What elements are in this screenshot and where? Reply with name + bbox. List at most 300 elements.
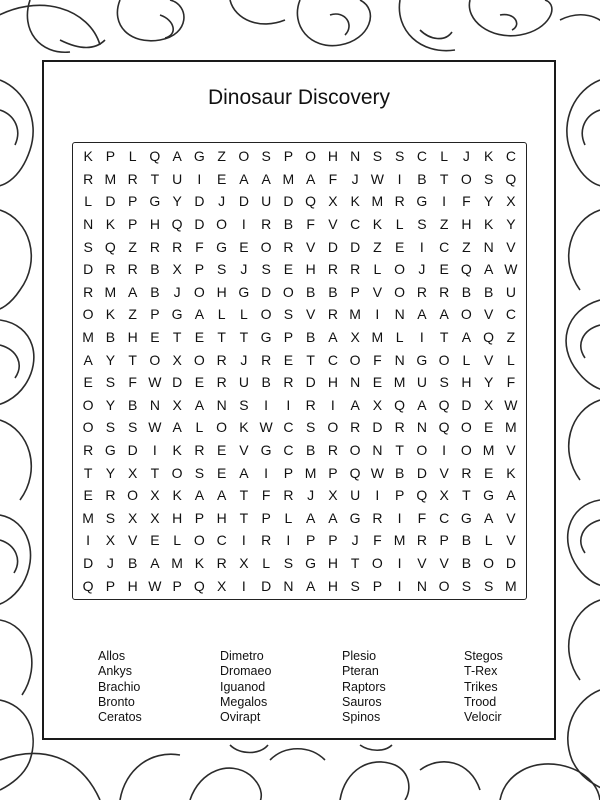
grid-letter[interactable]: H [327,148,338,165]
grid-letter[interactable]: P [394,487,405,504]
grid-letter[interactable]: D [83,555,94,572]
grid-letter[interactable]: P [439,532,449,549]
grid-letter[interactable]: I [419,238,424,255]
grid-letter[interactable]: B [461,555,472,572]
grid-letter[interactable]: K [83,148,93,165]
grid-letter[interactable]: F [462,193,471,210]
grid-letter[interactable]: C [327,351,338,368]
grid-letter[interactable]: T [83,464,93,481]
grid-letter[interactable]: D [261,577,272,594]
grid-letter[interactable]: P [305,532,316,549]
grid-letter[interactable]: X [328,487,338,504]
grid-letter[interactable]: L [284,509,293,526]
grid-letter[interactable]: R [216,374,227,391]
grid-letter[interactable]: K [483,148,494,165]
grid-letter[interactable]: H [127,577,138,594]
grid-letter[interactable]: K [483,216,494,233]
grid-letter[interactable]: O [82,396,94,413]
grid-letter[interactable]: O [416,442,428,459]
grid-letter[interactable]: Z [128,306,137,323]
grid-letter[interactable]: M [304,464,317,481]
grid-letter[interactable]: Y [506,216,516,233]
grid-letter[interactable]: G [416,193,428,210]
grid-letter[interactable]: J [351,532,359,549]
grid-letter[interactable]: V [417,555,427,572]
grid-letter[interactable]: M [505,419,517,436]
grid-letter[interactable]: Q [505,170,517,187]
grid-letter[interactable]: X [216,577,227,594]
grid-letter[interactable]: R [372,509,383,526]
grid-letter[interactable]: E [394,238,405,255]
grid-letter[interactable]: D [416,464,427,481]
grid-letter[interactable]: T [306,351,315,368]
grid-letter[interactable]: G [483,487,495,504]
grid-letter[interactable]: J [218,193,226,210]
grid-letter[interactable]: I [419,329,424,346]
grid-letter[interactable]: L [195,419,204,436]
grid-letter[interactable]: S [305,419,316,436]
grid-letter[interactable]: N [416,577,427,594]
grid-letter[interactable]: C [505,306,516,323]
grid-letter[interactable]: C [283,442,294,459]
grid-letter[interactable]: D [350,238,361,255]
grid-letter[interactable]: L [462,351,471,368]
grid-letter[interactable]: L [506,351,515,368]
grid-letter[interactable]: A [483,509,494,526]
grid-letter[interactable]: A [239,170,249,187]
grid-letter[interactable]: D [261,283,272,300]
grid-letter[interactable]: T [128,351,137,368]
grid-letter[interactable]: X [350,329,360,346]
grid-letter[interactable]: A [194,487,205,504]
grid-letter[interactable]: R [83,442,94,459]
grid-letter[interactable]: R [105,261,116,278]
grid-letter[interactable]: G [104,442,116,459]
grid-letter[interactable]: D [461,396,472,413]
grid-letter[interactable]: O [460,419,472,436]
grid-letter[interactable]: A [172,419,182,436]
grid-letter[interactable]: A [194,306,205,323]
grid-letter[interactable]: R [83,283,94,300]
grid-letter[interactable]: T [150,170,160,187]
grid-letter[interactable]: U [350,487,361,504]
grid-letter[interactable]: I [397,170,402,187]
grid-letter[interactable]: R [149,238,160,255]
grid-letter[interactable]: E [283,261,294,278]
grid-letter[interactable]: O [216,419,228,436]
grid-letter[interactable]: V [483,351,494,368]
grid-letter[interactable]: E [83,487,93,504]
grid-letter[interactable]: I [375,306,380,323]
grid-letter[interactable]: V [439,464,449,481]
grid-letter[interactable]: N [83,216,94,233]
grid-letter[interactable]: T [239,487,249,504]
grid-letter[interactable]: K [172,487,182,504]
grid-letter[interactable]: Q [438,396,450,413]
grid-letter[interactable]: K [172,442,182,459]
grid-letter[interactable]: U [261,193,272,210]
grid-letter[interactable]: M [104,170,117,187]
grid-letter[interactable]: A [439,306,449,323]
grid-letter[interactable]: L [484,532,493,549]
grid-letter[interactable]: X [127,464,138,481]
grid-letter[interactable]: I [152,442,157,459]
grid-letter[interactable]: V [372,283,383,300]
grid-letter[interactable]: E [150,329,160,346]
grid-letter[interactable]: R [283,374,294,391]
grid-letter[interactable]: Z [128,238,137,255]
grid-letter[interactable]: V [239,442,249,459]
grid-letter[interactable]: X [239,555,249,572]
grid-letter[interactable]: M [171,555,183,572]
grid-letter[interactable]: T [239,329,249,346]
grid-letter[interactable]: A [305,577,316,594]
grid-letter[interactable]: R [439,283,450,300]
grid-letter[interactable]: D [372,419,383,436]
grid-letter[interactable]: E [483,419,494,436]
grid-letter[interactable]: P [328,464,338,481]
grid-letter[interactable]: I [241,577,246,594]
grid-letter[interactable]: J [462,148,470,165]
grid-letter[interactable]: W [148,374,162,391]
grid-letter[interactable]: O [193,351,205,368]
grid-letter[interactable]: X [105,532,116,549]
grid-letter[interactable]: K [372,216,383,233]
grid-letter[interactable]: B [261,374,271,391]
grid-letter[interactable]: L [84,193,93,210]
grid-letter[interactable]: F [373,532,382,549]
grid-letter[interactable]: I [442,193,447,210]
grid-letter[interactable]: S [194,464,205,481]
grid-letter[interactable]: T [462,487,471,504]
grid-letter[interactable]: X [172,261,182,278]
grid-letter[interactable]: T [172,329,182,346]
grid-letter[interactable]: E [83,374,93,391]
grid-letter[interactable]: Y [483,193,494,210]
grid-letter[interactable]: V [305,238,316,255]
grid-letter[interactable]: R [394,193,405,210]
grid-letter[interactable]: L [373,261,382,278]
grid-letter[interactable]: D [172,374,183,391]
grid-letter[interactable]: X [328,193,338,210]
grid-letter[interactable]: A [328,509,338,526]
grid-letter[interactable]: O [305,148,317,165]
grid-letter[interactable]: Y [105,396,116,413]
grid-letter[interactable]: A [483,261,494,278]
grid-letter[interactable]: P [105,148,116,165]
grid-letter[interactable]: Q [305,193,317,210]
grid-letter[interactable]: W [370,170,384,187]
grid-letter[interactable]: B [328,283,338,300]
grid-letter[interactable]: F [195,238,204,255]
grid-letter[interactable]: R [216,351,227,368]
grid-letter[interactable]: X [127,509,138,526]
grid-letter[interactable]: X [506,193,516,210]
grid-letter[interactable]: P [283,148,294,165]
grid-letter[interactable]: B [283,216,294,233]
grid-letter[interactable]: O [82,419,94,436]
grid-letter[interactable]: H [327,577,338,594]
grid-letter[interactable]: M [482,442,495,459]
grid-letter[interactable]: Q [349,464,361,481]
grid-letter[interactable]: E [150,532,160,549]
grid-letter[interactable]: H [461,216,472,233]
grid-letter[interactable]: W [148,419,162,436]
grid-letter[interactable]: P [261,509,271,526]
grid-letter[interactable]: F [328,170,338,187]
grid-letter[interactable]: O [460,442,472,459]
grid-letter[interactable]: D [305,374,316,391]
grid-letter[interactable]: V [506,509,516,526]
grid-letter[interactable]: B [127,396,138,413]
grid-letter[interactable]: M [349,306,361,323]
grid-letter[interactable]: P [350,283,360,300]
grid-letter[interactable]: S [216,261,227,278]
grid-letter[interactable]: S [394,148,405,165]
grid-letter[interactable]: K [105,216,116,233]
grid-letter[interactable]: H [149,216,160,233]
grid-letter[interactable]: A [350,396,360,413]
grid-letter[interactable]: D [505,555,516,572]
grid-letter[interactable]: W [259,419,273,436]
grid-letter[interactable]: J [351,170,359,187]
grid-letter[interactable]: A [305,170,316,187]
grid-letter[interactable]: R [327,442,338,459]
grid-letter[interactable]: A [261,170,271,187]
grid-letter[interactable]: S [83,238,93,255]
grid-letter[interactable]: A [506,487,516,504]
grid-letter[interactable]: M [104,283,117,300]
grid-letter[interactable]: Q [193,577,205,594]
grid-letter[interactable]: O [327,419,339,436]
grid-letter[interactable]: S [105,374,116,391]
grid-letter[interactable]: S [483,577,494,594]
grid-letter[interactable]: L [262,555,271,572]
grid-letter[interactable]: Q [438,419,450,436]
grid-letter[interactable]: L [395,329,404,346]
grid-letter[interactable]: G [238,283,250,300]
grid-letter[interactable]: E [372,374,383,391]
grid-letter[interactable]: L [440,148,449,165]
grid-letter[interactable]: I [286,532,291,549]
grid-letter[interactable]: U [238,374,249,391]
grid-letter[interactable]: D [194,193,205,210]
grid-letter[interactable]: L [128,148,137,165]
grid-letter[interactable]: S [105,419,116,436]
grid-letter[interactable]: K [239,419,249,436]
grid-letter[interactable]: G [416,351,428,368]
grid-letter[interactable]: Q [460,261,472,278]
grid-letter[interactable]: J [418,261,426,278]
grid-letter[interactable]: I [241,532,246,549]
grid-letter[interactable]: S [417,216,427,233]
grid-letter[interactable]: F [373,351,382,368]
grid-letter[interactable]: S [283,306,294,323]
grid-letter[interactable]: O [82,306,94,323]
grid-letter[interactable]: E [283,351,294,368]
grid-letter[interactable]: I [264,464,269,481]
grid-letter[interactable]: I [397,509,402,526]
grid-letter[interactable]: H [127,329,138,346]
grid-letter[interactable]: I [264,396,269,413]
grid-letter[interactable]: I [197,170,202,187]
grid-letter[interactable]: C [216,532,227,549]
grid-letter[interactable]: O [394,283,406,300]
grid-letter[interactable]: A [328,329,338,346]
grid-letter[interactable]: G [149,193,161,210]
grid-letter[interactable]: M [393,532,406,549]
grid-letter[interactable]: P [127,193,138,210]
grid-letter[interactable]: U [505,283,516,300]
grid-letter[interactable]: R [172,238,183,255]
grid-letter[interactable]: U [416,374,427,391]
grid-letter[interactable]: N [394,351,405,368]
grid-letter[interactable]: P [194,509,205,526]
grid-letter[interactable]: D [238,193,249,210]
grid-letter[interactable]: J [106,555,114,572]
grid-letter[interactable]: E [194,329,205,346]
grid-letter[interactable]: T [239,509,249,526]
grid-letter[interactable]: T [439,170,449,187]
grid-letter[interactable]: E [239,238,249,255]
grid-letter[interactable]: W [504,261,518,278]
grid-letter[interactable]: O [171,464,183,481]
grid-letter[interactable]: A [417,396,427,413]
grid-letter[interactable]: L [395,216,404,233]
grid-letter[interactable]: A [239,464,249,481]
grid-letter[interactable]: I [330,396,335,413]
grid-letter[interactable]: T [217,329,226,346]
grid-letter[interactable]: A [461,329,472,346]
grid-letter[interactable]: C [416,148,427,165]
grid-letter[interactable]: B [127,555,138,572]
grid-letter[interactable]: M [393,374,406,391]
grid-letter[interactable]: V [305,306,316,323]
grid-letter[interactable]: A [83,351,93,368]
grid-letter[interactable]: H [216,509,227,526]
grid-letter[interactable]: Q [149,148,161,165]
grid-letter[interactable]: C [439,238,450,255]
grid-letter[interactable]: B [305,283,316,300]
grid-letter[interactable]: R [283,487,294,504]
grid-letter[interactable]: T [150,464,160,481]
grid-letter[interactable]: I [375,487,380,504]
grid-letter[interactable]: B [305,442,316,459]
grid-letter[interactable]: P [127,216,138,233]
grid-letter[interactable]: M [371,329,384,346]
grid-letter[interactable]: O [282,283,294,300]
grid-letter[interactable]: B [105,329,116,346]
grid-letter[interactable]: V [506,442,516,459]
grid-letter[interactable]: Q [394,396,406,413]
grid-letter[interactable]: J [173,283,181,300]
grid-letter[interactable]: I [397,577,402,594]
grid-letter[interactable]: A [216,487,227,504]
grid-letter[interactable]: O [238,148,250,165]
grid-letter[interactable]: D [105,193,116,210]
grid-letter[interactable]: O [193,532,205,549]
grid-letter[interactable]: O [349,351,361,368]
grid-letter[interactable]: I [241,216,246,233]
grid-letter[interactable]: R [283,238,294,255]
grid-letter[interactable]: Z [462,238,471,255]
grid-letter[interactable]: F [128,374,137,391]
grid-letter[interactable]: O [394,261,406,278]
grid-letter[interactable]: O [260,238,272,255]
grid-letter[interactable]: R [261,532,272,549]
grid-letter[interactable]: O [216,216,228,233]
grid-letter[interactable]: P [283,329,294,346]
grid-letter[interactable]: X [483,396,494,413]
grid-letter[interactable]: N [283,577,294,594]
grid-letter[interactable]: T [439,329,449,346]
grid-letter[interactable]: N [483,238,494,255]
grid-letter[interactable]: B [461,283,472,300]
grid-letter[interactable]: R [105,487,116,504]
grid-letter[interactable]: T [350,555,360,572]
grid-letter[interactable]: R [327,261,338,278]
grid-letter[interactable]: R [305,396,316,413]
grid-letter[interactable]: N [216,396,227,413]
grid-letter[interactable]: H [216,283,227,300]
grid-letter[interactable]: K [506,464,516,481]
grid-letter[interactable]: J [240,261,248,278]
grid-letter[interactable]: K [194,555,205,572]
grid-letter[interactable]: P [172,577,182,594]
grid-letter[interactable]: N [350,374,361,391]
grid-letter[interactable]: A [150,555,160,572]
grid-letter[interactable]: S [105,509,116,526]
grid-letter[interactable]: K [350,193,360,210]
grid-letter[interactable]: F [261,487,271,504]
grid-letter[interactable]: L [217,306,226,323]
grid-letter[interactable]: P [105,577,116,594]
grid-letter[interactable]: Q [483,329,495,346]
grid-letter[interactable]: X [172,351,182,368]
grid-letter[interactable]: U [172,170,183,187]
grid-letter[interactable]: C [283,419,294,436]
grid-letter[interactable]: I [286,396,291,413]
grid-letter[interactable]: Y [105,464,116,481]
grid-letter[interactable]: G [460,509,472,526]
grid-letter[interactable]: P [150,306,160,323]
grid-letter[interactable]: E [216,464,227,481]
grid-letter[interactable]: S [461,577,472,594]
grid-letter[interactable]: Y [105,351,116,368]
grid-letter[interactable]: P [328,532,338,549]
grid-letter[interactable]: Q [171,216,183,233]
grid-letter[interactable]: J [307,487,315,504]
grid-letter[interactable]: I [397,555,402,572]
grid-letter[interactable]: S [261,261,271,278]
grid-letter[interactable]: B [483,283,494,300]
grid-letter[interactable]: X [372,396,383,413]
grid-letter[interactable]: O [349,442,361,459]
grid-letter[interactable]: M [282,170,295,187]
grid-letter[interactable]: B [417,170,427,187]
grid-letter[interactable]: K [105,306,116,323]
grid-letter[interactable]: Y [483,374,494,391]
grid-letter[interactable]: R [216,555,227,572]
grid-letter[interactable]: H [327,555,338,572]
grid-letter[interactable]: D [194,216,205,233]
grid-letter[interactable]: I [442,442,447,459]
grid-letter[interactable]: N [372,442,383,459]
grid-letter[interactable]: W [148,577,162,594]
grid-letter[interactable]: V [506,532,516,549]
grid-letter[interactable]: S [350,577,360,594]
grid-letter[interactable]: R [261,216,272,233]
